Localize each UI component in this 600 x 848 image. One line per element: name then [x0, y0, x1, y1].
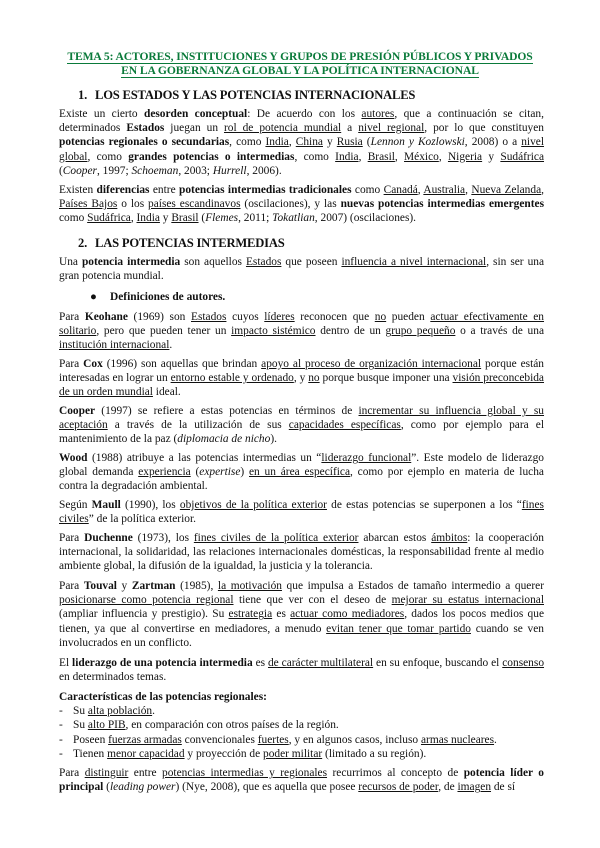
text-run: que impulsa a Estados de tamaño intermedio a querer — [281, 580, 544, 592]
bullet-definitions — [90, 290, 225, 304]
text-run: potencias intermedias tradicionales — [179, 184, 352, 196]
text-run: de estas potencias se superponen a los “ — [326, 499, 522, 511]
text-run: fuerzas armadas — [108, 733, 182, 746]
text-run: grandes potencias o intermedias — [128, 150, 295, 163]
text-run: , 2006). — [246, 164, 282, 177]
text-run: y — [116, 580, 132, 592]
text-run: Brasil — [171, 212, 199, 225]
text-run: (1985), — [175, 580, 218, 592]
text-run: autores — [361, 108, 395, 120]
text-run: porque están interesadas en lograr un — [59, 358, 545, 385]
list-item — [59, 718, 544, 732]
text-run: posicionarse como potencia regional — [59, 594, 234, 607]
text-run: fines civiles de la política exterior — [193, 532, 359, 544]
characteristics-heading: Características de las potencias regionales: — [59, 691, 267, 703]
text-run: Su — [73, 719, 88, 732]
text-run: ( — [190, 466, 200, 479]
text-run: Según — [59, 499, 92, 511]
section-2-number: 2. — [78, 236, 88, 250]
text-run: , que a continuación se citan, determinados — [59, 108, 544, 135]
paragraph-duchenne — [59, 531, 544, 574]
text-run: nuevas potencias intermedias emergentes — [340, 198, 544, 211]
text-run: armas nucleares — [420, 733, 495, 746]
text-run: Rusia — [336, 136, 363, 149]
text-run: Sudáfrica — [500, 150, 545, 163]
text-run: Para — [59, 532, 85, 544]
text-run: potencias intermedias y regionales — [162, 767, 328, 779]
text-run: mejorar su estatus internacional — [391, 594, 544, 607]
text-run: Existe un cierto — [59, 108, 144, 120]
paragraph-3 — [59, 255, 544, 283]
text-run: , sin ser una gran potencia mundial. — [59, 256, 545, 283]
text-run: , 2011; — [238, 212, 273, 225]
text-run: Cox — [83, 358, 103, 370]
text-run: reconocen que — [294, 311, 375, 323]
text-run: cuando se ven involucrados en un conflicto. — [59, 622, 544, 649]
text-run: a — [341, 122, 359, 135]
text-run: , como por ejemplo para el mantenimiento de la paz ( — [59, 419, 544, 446]
text-run: potencias regionales o secundarias — [59, 136, 230, 149]
text-run: la motivación — [217, 580, 282, 592]
text-run: como — [351, 184, 384, 196]
text-run: , como — [87, 150, 129, 163]
text-run: Tokatlian — [272, 212, 315, 225]
text-run: . — [152, 705, 155, 718]
text-run: visión preconcebida de un orden mundial — [59, 372, 544, 399]
text-run: Schoeman — [131, 164, 179, 177]
text-run: diplomacia de nicho — [177, 433, 271, 446]
title-line-2: EN LA GOBERNANZA GLOBAL Y LA POLÍTICA INTERNACIONAL — [121, 64, 479, 77]
text-run: India — [265, 136, 289, 149]
text-run: convencionales — [181, 733, 258, 746]
text-run: o los — [117, 198, 149, 211]
text-run: (1973), los — [132, 532, 194, 544]
text-run: Touval — [83, 580, 117, 592]
text-run: (ampliar influencia y prestigio). Su — [59, 608, 229, 621]
text-run: , — [288, 136, 296, 149]
text-run: liderazgo funcional — [321, 452, 412, 464]
text-run: nivel global — [59, 136, 544, 163]
text-run: (1990), los — [120, 499, 180, 511]
text-run: . — [169, 339, 173, 352]
text-run: Sudáfrica — [87, 212, 131, 225]
text-run: Australia — [423, 184, 466, 196]
text-run: y — [159, 212, 172, 225]
text-run: Estados — [191, 311, 227, 323]
text-run: nivel regional — [358, 122, 425, 135]
text-run: y — [322, 136, 337, 149]
text-run: Keohane — [84, 311, 128, 323]
text-run: México — [404, 150, 439, 163]
text-run: liderazgo de una potencia intermedia — [72, 657, 253, 669]
text-run: Hurrell — [212, 164, 247, 177]
text-run: ) (Nye, 2008), que es aquella que posee — [175, 781, 359, 794]
text-run: ). — [270, 433, 277, 446]
text-run: menor capacidad — [107, 747, 185, 760]
text-run: grupo pequeño — [385, 325, 456, 338]
text-run: ( — [362, 136, 371, 149]
list-item — [59, 733, 544, 747]
text-run: Cooper — [62, 164, 97, 177]
text-run: Una — [59, 256, 82, 268]
text-run: que poseen — [281, 256, 342, 268]
text-run: : la cooperación internacional, la solidaridad, las relaciones internacionales domésticas, la responsabilidad frente al medio ambiente global, la difusión de la igualdad, la justicia y la tolerancia. — [59, 532, 545, 573]
text-run: recursos de poder — [358, 781, 439, 794]
text-run: , — [417, 184, 424, 196]
text-run: y — [482, 150, 501, 163]
paragraph-touval-zartman — [59, 579, 544, 650]
paragraph-cox — [59, 357, 544, 400]
text-run: en un área específica — [249, 466, 351, 479]
text-run: Cooper — [59, 405, 96, 417]
text-run: Flemes — [205, 212, 239, 225]
section-1-heading — [78, 87, 415, 103]
paragraph-cooper — [59, 404, 544, 447]
text-run: , — [358, 150, 368, 163]
text-run: y proyección de — [184, 747, 264, 760]
text-run: o a través de una — [455, 325, 544, 338]
text-run: Poseen — [73, 733, 109, 746]
text-run: Su — [73, 705, 88, 718]
text-run: alta población — [87, 705, 153, 718]
text-run: no — [374, 311, 387, 323]
text-run: recurrimos al concepto de — [327, 767, 464, 779]
text-run: Zartman — [131, 580, 176, 592]
text-run: , — [465, 184, 472, 196]
text-run: ) — [240, 466, 249, 479]
text-run: pueden — [386, 311, 431, 323]
text-run: . — [494, 733, 497, 746]
text-run: a través de la utilización de sus — [107, 419, 289, 432]
text-run: incrementar su influencia global y su aceptación — [59, 405, 545, 432]
text-run: India — [335, 150, 359, 163]
text-run: India — [136, 212, 160, 225]
text-run: países escandinavos — [148, 198, 241, 211]
text-run: ” de la política exterior. — [88, 513, 196, 526]
text-run: (1996) son aquellas que brindan — [102, 358, 262, 370]
text-run: evitan tener que tomar partido — [326, 622, 471, 635]
text-run: poder militar — [263, 747, 323, 760]
text-run: ( — [198, 212, 206, 225]
text-run: actuar como mediadores — [290, 608, 405, 621]
text-run: , y — [293, 372, 309, 385]
paragraph-2 — [59, 183, 544, 226]
bullet-dot: ● — [90, 291, 97, 303]
text-run: capacidades específicas — [288, 419, 401, 432]
text-run: : De acuerdo con los — [247, 108, 362, 120]
text-run: - — [59, 733, 63, 746]
text-run: estrategia — [228, 608, 273, 621]
text-run: experiencia — [138, 466, 191, 479]
text-run: Existen — [59, 184, 97, 196]
text-run: (1997) se refiere a estas potencias en términos de — [95, 405, 359, 417]
text-run: es — [252, 657, 268, 669]
text-run: alto PIB — [87, 719, 126, 732]
text-run: , por lo que constituyen — [424, 122, 544, 135]
text-run: dentro de un — [315, 325, 386, 338]
text-run: (limitado a su región). — [322, 747, 427, 760]
text-run: diferencias — [96, 184, 150, 196]
text-run: es — [272, 608, 291, 621]
text-run: , — [438, 150, 448, 163]
text-run: como — [59, 212, 88, 225]
paragraph-wood — [59, 451, 544, 494]
text-run: Canadá — [383, 184, 418, 196]
text-run: de carácter multilateral — [267, 657, 374, 669]
section-2-heading — [78, 235, 285, 251]
text-run: El — [59, 657, 73, 669]
text-run: institución internacional — [59, 339, 170, 352]
section-1-number: 1. — [78, 88, 88, 102]
text-run: líderes — [264, 311, 295, 323]
text-run: impacto sistémico — [231, 325, 316, 338]
text-run: , y en algunos casos, incluso — [288, 733, 421, 746]
text-run: son aquellos — [180, 256, 246, 268]
text-run: porque busque imponer una — [319, 372, 453, 385]
text-run: , — [394, 150, 405, 163]
text-run: en su enfoque, buscando el — [373, 657, 503, 669]
text-run: tiene que ver con el deseo de — [233, 594, 392, 607]
text-run: juegan un — [164, 122, 224, 135]
text-run: , 2003; — [178, 164, 213, 177]
paragraph-keohane — [59, 310, 544, 353]
text-run: actuar efectivamente en solitario — [59, 311, 545, 338]
text-run: Estados — [245, 256, 282, 268]
text-run: fines civiles — [59, 499, 544, 526]
paragraph-leading-power — [59, 766, 544, 794]
text-run: Para — [59, 767, 85, 779]
text-run: imagen — [457, 781, 492, 794]
text-run: potencia líder o principal — [59, 767, 544, 794]
text-run: cuyos — [226, 311, 265, 323]
text-run: (oscilaciones), y las — [240, 198, 341, 211]
text-run: influencia a nivel internacional — [341, 256, 487, 268]
text-run: objetivos de la política exterior — [179, 499, 327, 511]
text-run: , de — [438, 781, 458, 794]
text-run: rol de potencia mundial — [223, 122, 342, 135]
text-run: Para — [59, 311, 85, 323]
text-run: abarcan estos — [358, 532, 432, 544]
bullet-label: Definiciones de autores. — [110, 291, 226, 303]
characteristics-list — [59, 690, 544, 761]
text-run: Duchenne — [84, 532, 133, 544]
text-run: ( — [103, 781, 110, 794]
paragraph-leadership — [59, 656, 544, 684]
text-run: expertise — [199, 466, 241, 479]
text-run: entorno estable y ordenado — [170, 372, 294, 385]
text-run: Wood — [59, 452, 88, 464]
text-run: (1969) son — [127, 311, 191, 323]
section-1-title: LOS ESTADOS Y LAS POTENCIAS INTERNACIONALES — [95, 88, 416, 102]
text-run: , pero que pueden tener un — [96, 325, 232, 338]
text-run: Para — [59, 358, 84, 370]
text-run: fuertes — [257, 733, 289, 746]
text-run: , — [541, 184, 544, 196]
text-run: ”. Este modelo de liderazgo global demanda — [59, 452, 544, 479]
text-run: de sí — [491, 781, 516, 794]
paragraph-1 — [59, 107, 544, 178]
text-run: , — [130, 212, 137, 225]
text-run: Tienen — [73, 747, 108, 760]
list-item — [59, 704, 544, 718]
text-run: , como — [229, 136, 266, 149]
text-run: , 2008) o a — [464, 136, 522, 149]
text-run: , como — [294, 150, 336, 163]
text-run: Países Bajos — [59, 198, 118, 211]
text-run: no — [308, 372, 320, 385]
text-run: ideal. — [152, 386, 181, 399]
text-run: potencia intermedia — [81, 256, 181, 268]
text-run: ámbitos — [431, 532, 468, 544]
text-run: en determinados temas. — [59, 671, 167, 684]
text-run: , 1997; — [96, 164, 132, 177]
text-run: Nueva Zelanda — [471, 184, 542, 196]
text-run: (1988) atribuye a las potencias intermedias un “ — [87, 452, 322, 464]
text-run: desorden conceptual — [143, 108, 248, 120]
text-run: Brasil — [367, 150, 395, 163]
title-line-1: TEMA 5: ACTORES, INSTITUCIONES Y GRUPOS DE PRESIÓN PÚBLICOS Y PRIVADOS — [67, 50, 533, 63]
text-run: Maull — [91, 499, 121, 511]
text-run: Nigeria — [447, 150, 483, 163]
text-run: Lennon y Kozlowski — [370, 136, 465, 149]
text-run: - — [59, 719, 63, 732]
text-run: , dados los pocos medios que tienen, ya que al convertirse en mediadores, a menudo — [59, 608, 544, 635]
text-run: China — [295, 136, 323, 149]
text-run: , en comparación con otros países de la región. — [125, 719, 339, 732]
text-run: - — [59, 705, 63, 718]
text-run: Para — [59, 580, 84, 592]
text-run: - — [59, 747, 63, 760]
text-run: , 2007) (oscilaciones). — [314, 212, 417, 225]
text-run: distinguir — [84, 767, 129, 779]
list-item — [59, 747, 544, 761]
text-run: entre — [128, 767, 163, 779]
text-run: consenso — [502, 657, 545, 669]
text-run: , como por ejemplo en materia de lucha contra la degradación ambiental. — [59, 466, 544, 493]
section-2-title: LAS POTENCIAS INTERMEDIAS — [95, 236, 285, 250]
text-run: Estados — [126, 122, 165, 135]
paragraph-maull — [59, 498, 544, 526]
text-run: entre — [149, 184, 179, 196]
text-run: apoyo al proceso de organización internacional — [261, 358, 482, 370]
document-title — [40, 50, 560, 78]
text-run: leading power — [109, 781, 176, 794]
text-run: ( — [59, 164, 63, 177]
